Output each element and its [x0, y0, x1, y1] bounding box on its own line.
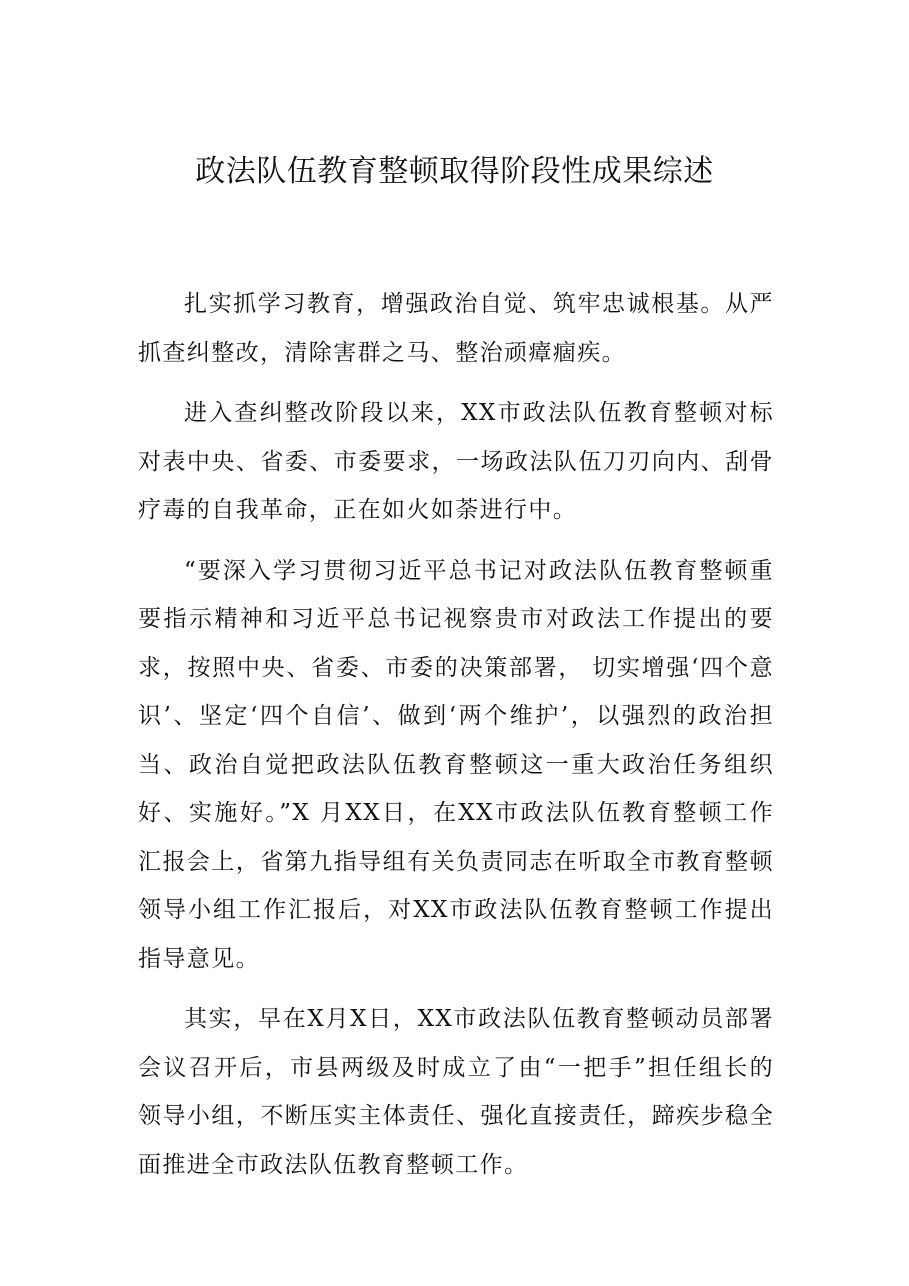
paragraph-2: 进入查纠整改阶段以来，XX市政法队伍教育整顿对标对表中央、省委、市委要求，一场政法队伍刀刃向内、刮骨疗毒的自我革命，正在如火如荼进行中。	[138, 400, 774, 523]
paragraph-1: 扎实抓学习教育，增强政治自觉、筑牢忠诚根基。从严抓查纠整改，清除害群之马、整治顽瘴痼疾。	[138, 291, 774, 366]
paragraph-3: “要深入学习贯彻习近平总书记对政法队伍教育整顿重要指示精神和习近平总书记视察贵市对政法工作提出的要求，按照中央、省委、市委的决策部署， 切实增强‘四个意识’、坚定‘四个自信’、做到‘两个维护’，以强烈的政治担当、政治自觉把政法队伍教育整顿这一重大政治任务组织好、实施好。”X 月XX日，在XX市政法队伍教育整顿工作汇报会上，省第九指导组有关负责同志在听取全市教育整顿领导小组工作汇报后，对XX市政法队伍教育整顿工作提出指导意见。	[138, 557, 774, 972]
paragraph-4: 其实，早在X月X日，XX市政法队伍教育整顿动员部署会议召开后，市县两级及时成立了由“一把手”担任组长的领导小组，不断压实主体责任、强化直接责任，蹄疾步稳全面推进全市政法队伍教育整顿工作。	[138, 1006, 774, 1178]
document-body	[138, 280, 774, 1201]
document-title: 政法队伍教育整顿取得阶段性成果综述	[195, 154, 714, 189]
